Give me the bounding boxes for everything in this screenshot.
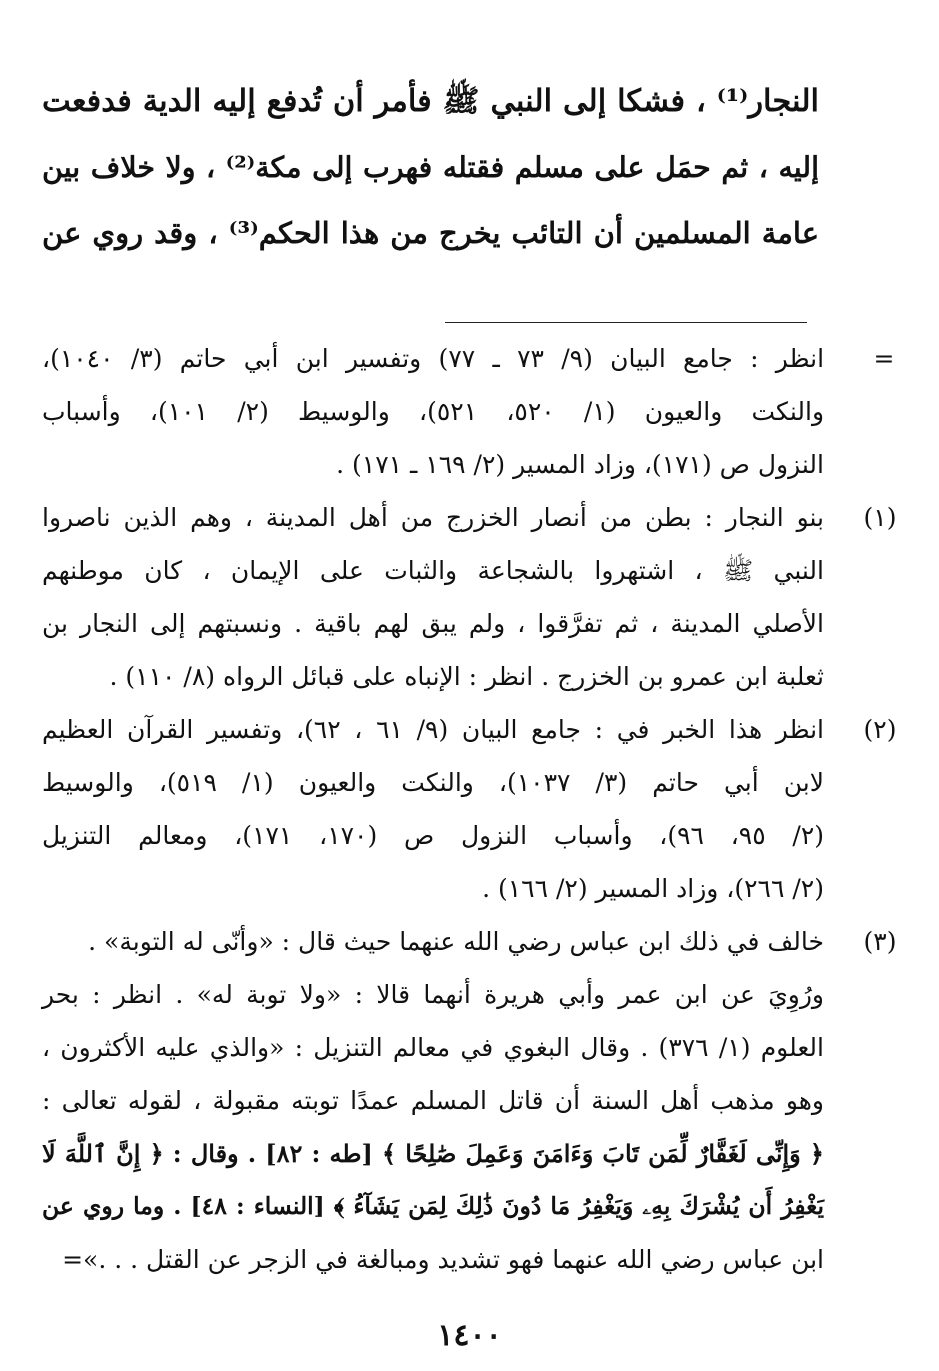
main-text-line: عامة المسلمين أن التائب يخرج من هذا الحكم⁽³⁾ ، وقد روي عن — [42, 216, 819, 250]
footnote-line: ورُوِيَ عن ابن عمر وأبي هريرة أنهما قالا : «ولا توبة له» . انظر : بحر — [42, 980, 824, 1009]
quran-verse-line: ﴿ وَإِنِّى لَغَفَّارٌ لِّمَن تَابَ وَءَامَنَ وَعَمِلَ صَٰلِحًا ﴾ [طه : ٨٢] . وقال : ﴿ إِنَّ ٱللَّهَ لَا — [42, 1139, 824, 1168]
footnote-3 — [42, 915, 897, 1286]
footnote-marker: (٢) — [863, 715, 897, 744]
footnote-marker: (٣) — [863, 927, 897, 956]
continuation-marker: = — [873, 344, 895, 373]
footnote-line: النزول ص (١٧١)، وزاد المسير (٢/ ١٦٩ ـ ١٧١) . — [336, 450, 824, 479]
footnote-line: لابن أبي حاتم (٣/ ١٠٣٧)، والنكت والعيون (١/ ٥١٩)، والوسيط — [42, 768, 825, 797]
footnote-separator — [445, 322, 807, 323]
footnote-line: انظر هذا الخبر في : جامع البيان (٩/ ٦١ ، ٦٢)، وتفسير القرآن العظيم — [42, 715, 825, 744]
footnote-line: الأصلي المدينة ، ثم تفرَّقوا ، ولم يبق لهم باقية . ونسبتهم إلى النجار بن — [42, 609, 824, 638]
main-text-line: النجار⁽¹⁾ ، فشكا إلى النبي ﷺ فأمر أن تُدفع إليه الدية فدفعت — [42, 83, 819, 119]
footnote-line: ثعلبة ابن عمرو بن الخزرج . انظر : الإنباه على قبائل الرواه (٨/ ١١٠) . — [109, 662, 824, 691]
footnote-1 — [42, 491, 897, 703]
main-text — [42, 68, 819, 266]
footnote-2 — [42, 703, 897, 915]
footnote-line: (٢/ ٢٦٦)، وزاد المسير (٢/ ١٦٦) . — [482, 874, 824, 903]
footnote-line: خالف في ذلك ابن عباس رضي الله عنهما حيث قال : «وأنّى له التوبة» . — [88, 927, 824, 956]
footnote-line: (٢/ ٩٥، ٩٦)، وأسباب النزول ص (١٧٠، ١٧١)، ومعالم التنزيل — [42, 821, 825, 850]
footnote-line: العلوم (١/ ٣٧٦) . وقال البغوي في معالم التنزيل : «والذي عليه الأكثرون ، — [42, 1033, 824, 1062]
main-text-line: إليه ، ثم حمَل على مسلم فقتله فهرب إلى مكة⁽²⁾ ، ولا خلاف بين — [42, 150, 819, 184]
footnote-line: ابن عباس رضي الله عنهما فهو تشديد ومبالغة في الزجر عن القتل . . .»= — [62, 1245, 824, 1274]
footnote-line: انظر : جامع البيان (٩/ ٧٣ ـ ٧٧) وتفسير ابن أبي حاتم (٣/ ١٠٤٠)، — [42, 344, 825, 373]
footnote-line: النبي ﷺ ، اشتهروا بالشجاعة والثبات على الإيمان ، كان موطنهم — [42, 556, 824, 585]
page-number: ١٤٠٠ — [437, 1318, 502, 1353]
footnote-line: بنو النجار : بطن من أنصار الخزرج من أهل المدينة ، وهم الذين ناصروا — [42, 503, 824, 532]
footnote-continuation — [42, 332, 895, 491]
quran-verse-line: يَغْفِرُ أَن يُشْرَكَ بِهِۦ وَيَغْفِرُ مَا دُونَ ذَٰلِكَ لِمَن يَشَآءُ ﴾ [النساء : ٤٨] . وما روي عن — [42, 1192, 825, 1220]
footnotes — [42, 332, 897, 1286]
footnote-line: وهو مذهب أهل السنة أن قاتل المسلم عمدًا توبته مقبولة ، لقوله تعالى : — [42, 1086, 824, 1115]
footnote-line: والنكت والعيون (١/ ٥٢٠، ٥٢١)، والوسيط (٢/ ١٠١)، وأسباب — [42, 397, 825, 426]
footnote-marker: (١) — [863, 503, 897, 532]
